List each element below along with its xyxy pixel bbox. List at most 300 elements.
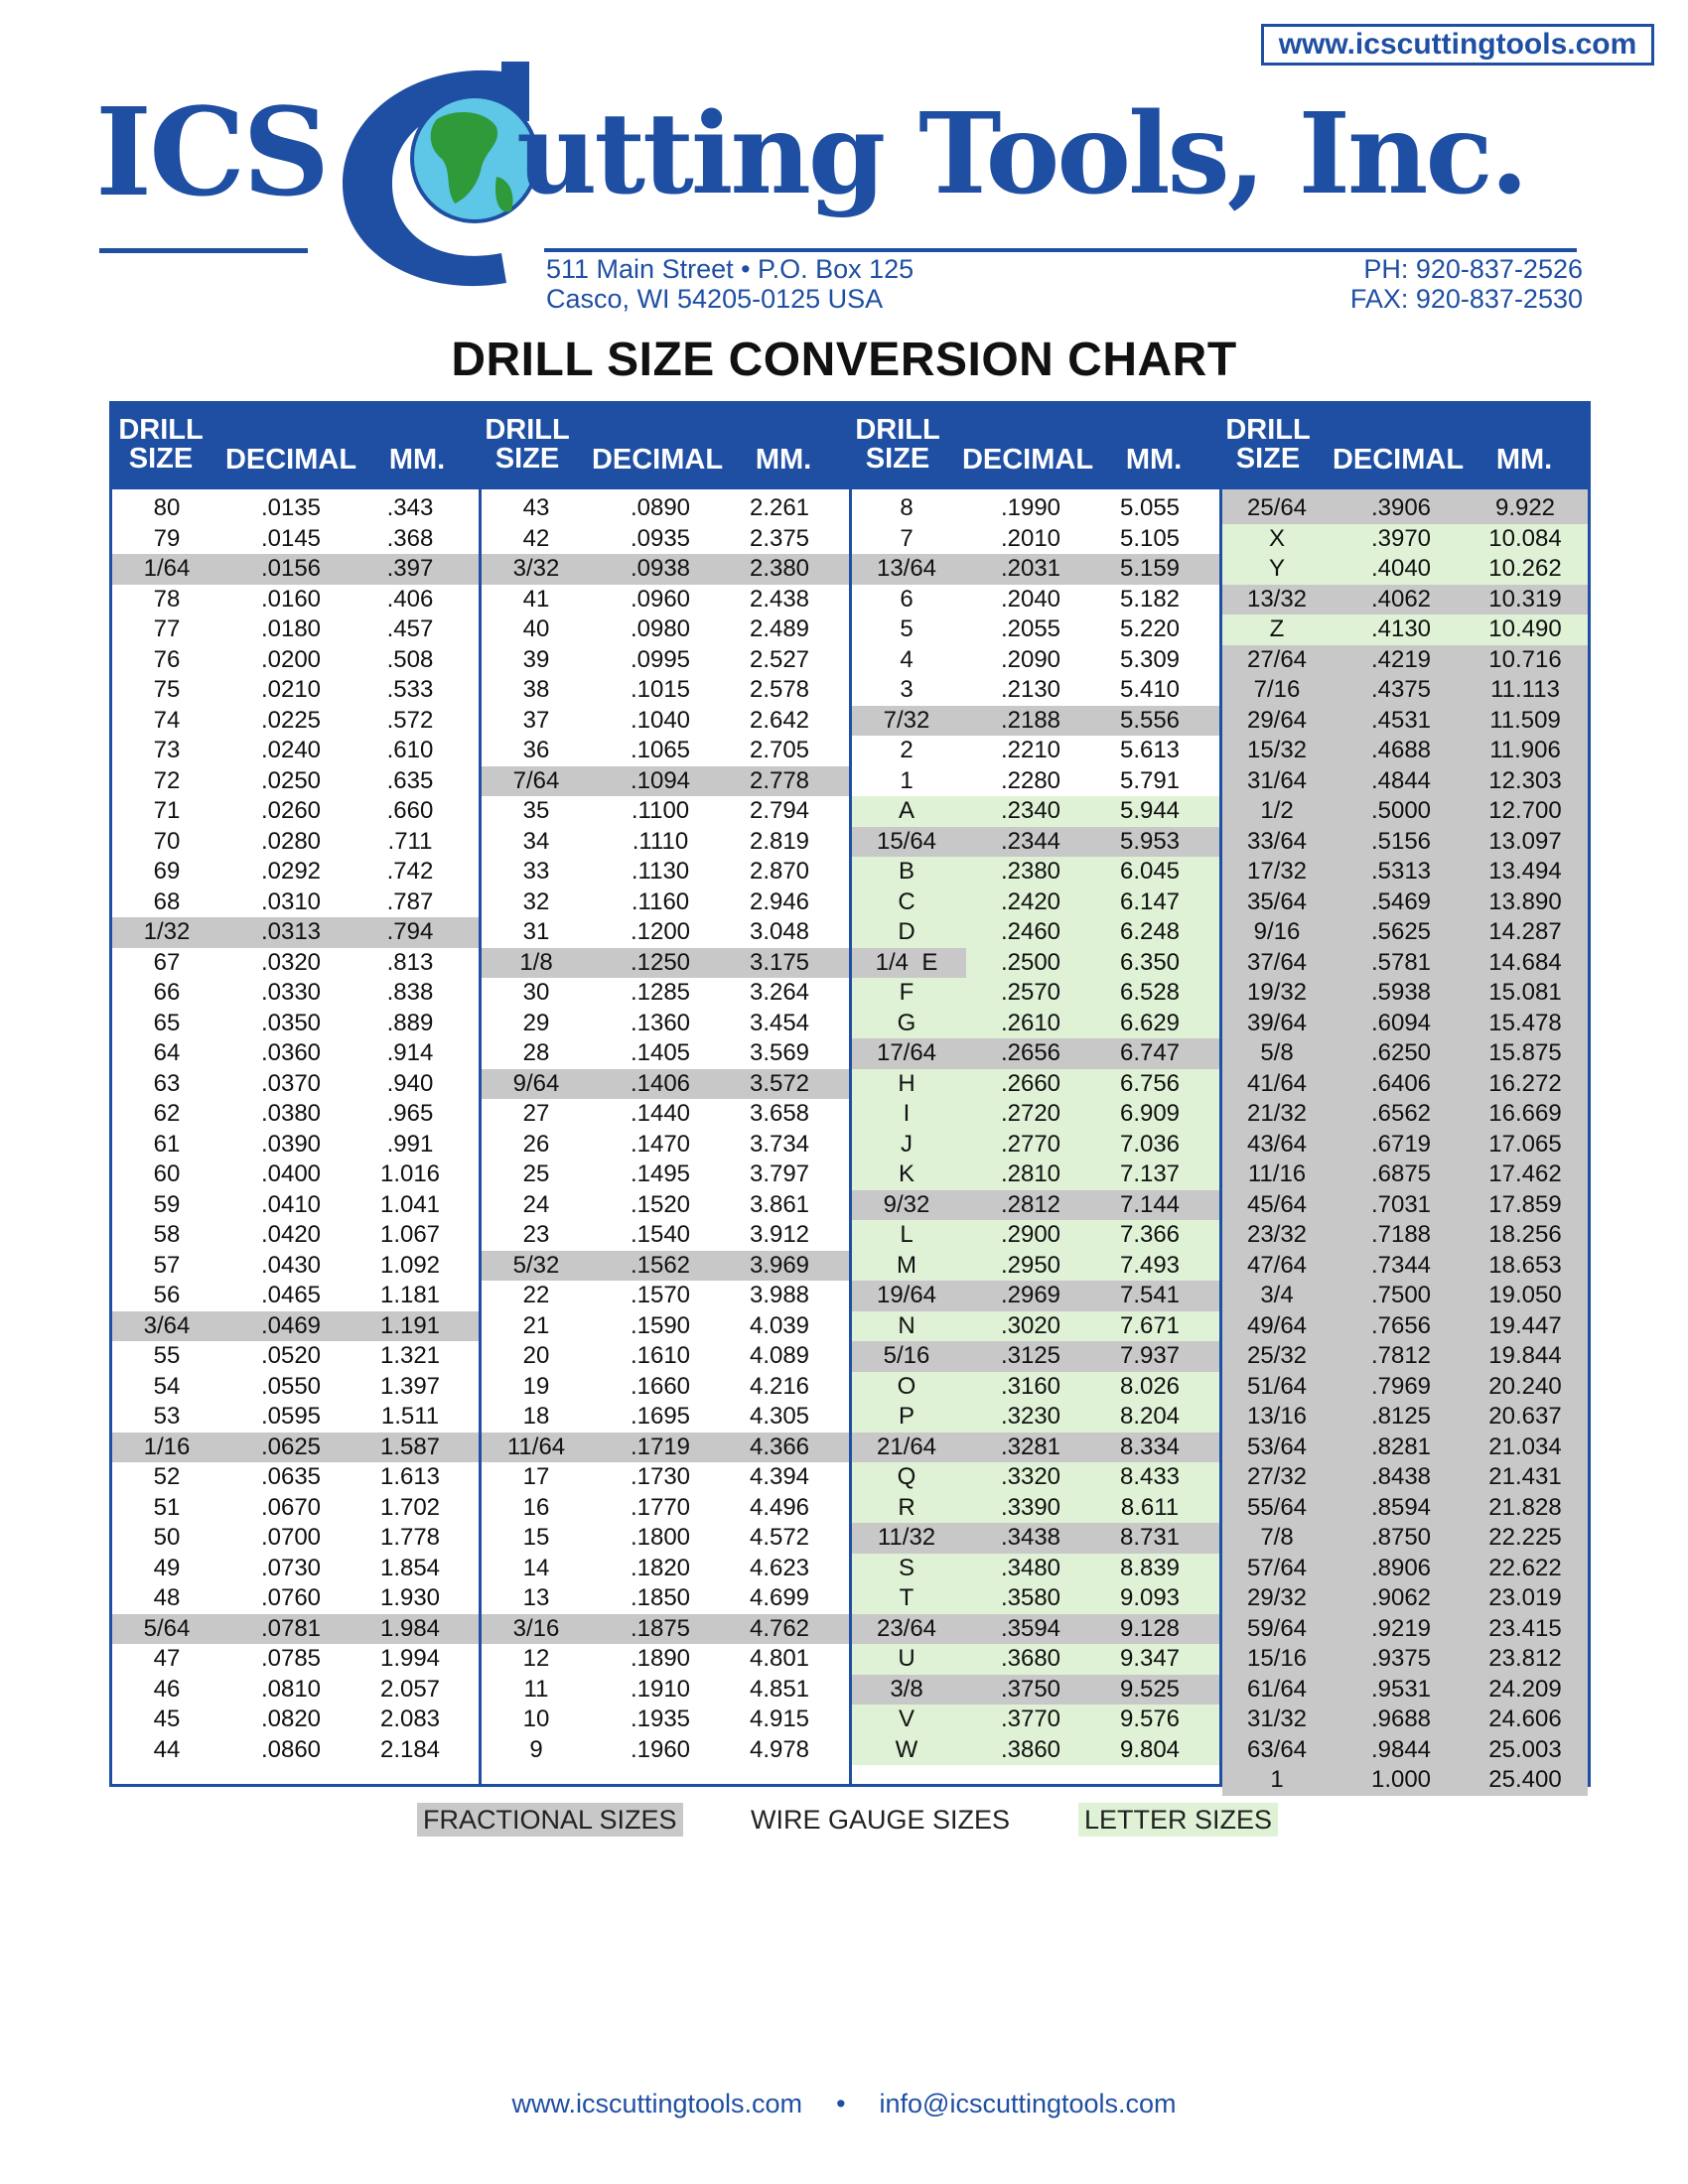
cell-mm: .940 bbox=[386, 1069, 434, 1097]
cell-drill-size: 24 bbox=[522, 1190, 550, 1218]
cell-decimal: .0410 bbox=[260, 1190, 322, 1218]
cell-drill-size: 9 bbox=[529, 1735, 543, 1763]
cell-drill-size: 43 bbox=[522, 494, 550, 521]
cell-mm: .787 bbox=[386, 887, 434, 915]
cell-drill-size: 45 bbox=[153, 1706, 181, 1732]
cell-decimal: .2950 bbox=[1000, 1251, 1061, 1279]
cell-decimal: .9844 bbox=[1370, 1735, 1432, 1763]
table-row bbox=[852, 524, 1219, 555]
website-link[interactable]: www.icscuttingtools.com bbox=[1261, 24, 1654, 66]
cell-mm: 6.147 bbox=[1119, 887, 1181, 915]
cell-drill-size: 67 bbox=[153, 948, 181, 976]
cell-drill-size: 1/2 bbox=[1260, 797, 1294, 824]
cell-mm: 2.778 bbox=[749, 766, 810, 794]
cell-decimal: .7188 bbox=[1370, 1221, 1432, 1248]
table-row bbox=[1222, 1402, 1588, 1433]
cell-drill-size: 1/64 bbox=[143, 555, 191, 582]
cell-drill-size: 21/32 bbox=[1246, 1100, 1308, 1127]
table-row bbox=[1222, 554, 1588, 585]
cell-mm: 6.045 bbox=[1119, 858, 1181, 885]
cell-drill-size: 21 bbox=[522, 1311, 550, 1339]
cell-decimal: .8750 bbox=[1370, 1524, 1432, 1551]
cell-drill-size: 63/64 bbox=[1246, 1735, 1308, 1763]
cell-mm: 5.309 bbox=[1119, 645, 1181, 673]
table-row bbox=[482, 796, 849, 827]
table-row bbox=[112, 1644, 479, 1675]
table-row bbox=[482, 1281, 849, 1311]
table-row bbox=[482, 1311, 849, 1342]
table-row bbox=[852, 1433, 1219, 1463]
table-row bbox=[482, 1009, 849, 1039]
cell-mm: 24.606 bbox=[1488, 1706, 1562, 1732]
cell-drill-size: W bbox=[895, 1735, 918, 1763]
cell-mm: .794 bbox=[386, 918, 434, 945]
table-header bbox=[112, 404, 1588, 489]
header-drill-label: DRILL bbox=[118, 414, 204, 446]
cell-mm: .368 bbox=[386, 524, 434, 552]
cell-decimal: .4531 bbox=[1370, 706, 1432, 734]
table-column bbox=[849, 489, 1219, 1784]
cell-drill-size: 75 bbox=[153, 676, 181, 703]
cell-drill-size: 18 bbox=[522, 1403, 550, 1430]
cell-drill-size: P bbox=[898, 1403, 914, 1430]
header-drill-size bbox=[116, 416, 206, 474]
cell-mm: 5.953 bbox=[1119, 827, 1181, 855]
cell-mm: 7.937 bbox=[1119, 1342, 1181, 1369]
cell-mm: 9.922 bbox=[1494, 494, 1556, 521]
cell-decimal: .6406 bbox=[1370, 1069, 1432, 1097]
cell-drill-size: 50 bbox=[153, 1524, 181, 1551]
cell-mm: 12.303 bbox=[1488, 766, 1562, 794]
cell-drill-size: 53 bbox=[153, 1403, 181, 1430]
cell-decimal: .1820 bbox=[630, 1554, 691, 1581]
table-row bbox=[1222, 1190, 1588, 1221]
cell-decimal: .9219 bbox=[1370, 1614, 1432, 1642]
cell-decimal: .0820 bbox=[260, 1706, 322, 1732]
table-row bbox=[482, 554, 849, 585]
cell-drill-size: 55 bbox=[153, 1342, 181, 1369]
cell-decimal: .1200 bbox=[630, 918, 691, 945]
cell-mm: 11.906 bbox=[1489, 737, 1561, 763]
cell-mm: 4.699 bbox=[749, 1584, 810, 1611]
cell-mm: 6.350 bbox=[1119, 948, 1181, 976]
cell-decimal: .1440 bbox=[630, 1100, 691, 1127]
cell-decimal: .2188 bbox=[1000, 706, 1061, 734]
cell-drill-size: 1/32 bbox=[143, 918, 191, 945]
cell-decimal: .0350 bbox=[260, 1009, 322, 1036]
cell-mm: 3.988 bbox=[749, 1282, 810, 1308]
cell-decimal: .8438 bbox=[1370, 1463, 1432, 1490]
cell-decimal: .2040 bbox=[1000, 585, 1061, 613]
cell-drill-size: R bbox=[898, 1493, 915, 1521]
cell-mm: .572 bbox=[386, 706, 434, 734]
cell-decimal: .0180 bbox=[260, 615, 322, 642]
cell-mm: 25.400 bbox=[1488, 1766, 1562, 1793]
cell-drill-size: 23/32 bbox=[1246, 1221, 1308, 1248]
cell-mm: 2.870 bbox=[749, 858, 810, 885]
cell-decimal: .3438 bbox=[1000, 1524, 1061, 1551]
cell-drill-size: 39/64 bbox=[1246, 1009, 1308, 1036]
cell-drill-size: 25 bbox=[522, 1160, 550, 1187]
table-row bbox=[852, 1190, 1219, 1221]
header-decimal: DECIMAL bbox=[591, 444, 724, 476]
cell-drill-size: 39 bbox=[522, 645, 550, 673]
table-row bbox=[852, 857, 1219, 887]
cell-mm: 21.828 bbox=[1488, 1493, 1562, 1521]
cell-drill-size: B bbox=[898, 858, 914, 885]
cell-drill-size: 17/32 bbox=[1246, 858, 1308, 885]
table-row bbox=[852, 1583, 1219, 1614]
cell-drill-size: 5/32 bbox=[512, 1251, 560, 1279]
header-drill-size bbox=[853, 416, 942, 474]
table-row bbox=[482, 1554, 849, 1584]
fax-number: FAX: 920-837-2530 bbox=[1349, 284, 1583, 314]
cell-decimal: .2660 bbox=[1000, 1069, 1061, 1097]
cell-mm: 20.240 bbox=[1488, 1372, 1562, 1400]
cell-decimal: .0625 bbox=[260, 1433, 322, 1460]
cell-drill-size: T bbox=[899, 1584, 914, 1611]
cell-mm: 1.067 bbox=[379, 1221, 441, 1248]
cell-drill-size: 11/16 bbox=[1247, 1160, 1307, 1187]
cell-mm: 4.801 bbox=[749, 1645, 810, 1672]
cell-decimal: .2130 bbox=[1000, 676, 1061, 703]
cell-mm: 7.137 bbox=[1119, 1160, 1181, 1187]
header-drill-label: DRILL bbox=[855, 414, 940, 446]
table-row bbox=[852, 1372, 1219, 1403]
table-row bbox=[482, 1493, 849, 1524]
cell-decimal: .1100 bbox=[631, 797, 690, 824]
cell-decimal: .0860 bbox=[260, 1735, 322, 1763]
cell-decimal: .5156 bbox=[1370, 827, 1432, 855]
cell-decimal: .9531 bbox=[1370, 1675, 1432, 1703]
table-row bbox=[852, 917, 1219, 948]
cell-mm: 1.041 bbox=[379, 1190, 441, 1218]
cell-decimal: .0635 bbox=[260, 1463, 322, 1490]
cell-drill-size: Y bbox=[1268, 555, 1285, 582]
table-row bbox=[112, 1009, 479, 1039]
cell-drill-size: U bbox=[898, 1645, 915, 1672]
cell-mm: 9.804 bbox=[1119, 1735, 1181, 1763]
cell-decimal: .2969 bbox=[1000, 1282, 1061, 1308]
table-row bbox=[852, 706, 1219, 737]
cell-mm: 4.851 bbox=[749, 1675, 810, 1703]
cell-decimal: .1935 bbox=[630, 1706, 691, 1732]
cell-decimal: .2010 bbox=[1000, 524, 1061, 552]
cell-drill-size: 3/32 bbox=[512, 555, 560, 582]
cell-drill-size: C bbox=[898, 887, 915, 915]
cell-mm: 1.321 bbox=[379, 1342, 441, 1369]
cell-mm: 15.478 bbox=[1488, 1009, 1562, 1036]
table-row bbox=[852, 887, 1219, 918]
cell-decimal: .1960 bbox=[630, 1735, 691, 1763]
cell-drill-size: 49 bbox=[153, 1554, 181, 1581]
table-row bbox=[852, 1069, 1219, 1100]
table-row bbox=[112, 524, 479, 555]
cell-mm: 17.065 bbox=[1488, 1130, 1562, 1158]
cell-drill-size: 57 bbox=[153, 1251, 181, 1279]
table-row bbox=[482, 493, 849, 524]
cell-decimal: .1890 bbox=[630, 1645, 691, 1672]
cell-decimal: .0210 bbox=[260, 676, 322, 703]
table-row bbox=[482, 1099, 849, 1130]
table-row bbox=[482, 1614, 849, 1645]
cell-mm: 7.541 bbox=[1119, 1282, 1181, 1308]
table-row bbox=[1222, 857, 1588, 887]
cell-decimal: .1250 bbox=[630, 948, 691, 976]
cell-drill-size: 13 bbox=[522, 1584, 550, 1611]
cell-decimal: .8125 bbox=[1370, 1403, 1432, 1430]
cell-mm: 8.839 bbox=[1119, 1554, 1181, 1581]
cell-drill-size: G bbox=[897, 1009, 916, 1036]
cell-mm: 8.026 bbox=[1119, 1372, 1181, 1400]
cell-drill-size: 77 bbox=[153, 615, 181, 642]
cell-decimal: .0156 bbox=[260, 555, 322, 582]
cell-mm: 5.613 bbox=[1119, 737, 1181, 763]
table-row bbox=[112, 1735, 479, 1766]
cell-drill-size: 3/8 bbox=[890, 1675, 923, 1703]
cell-mm: 23.812 bbox=[1488, 1645, 1562, 1672]
cell-decimal: .3580 bbox=[1000, 1584, 1061, 1611]
cell-drill-size: 40 bbox=[522, 615, 550, 642]
cell-decimal: .0520 bbox=[260, 1342, 322, 1369]
cell-decimal: .0465 bbox=[260, 1282, 322, 1308]
cell-decimal: .3680 bbox=[1000, 1645, 1061, 1672]
cell-mm: 2.380 bbox=[749, 555, 810, 582]
table-row bbox=[852, 493, 1219, 524]
table-row bbox=[1222, 1160, 1588, 1190]
table-row bbox=[482, 706, 849, 737]
cell-decimal: .5000 bbox=[1370, 797, 1432, 824]
cell-mm: 1.191 bbox=[379, 1311, 441, 1339]
cell-decimal: .1719 bbox=[630, 1433, 691, 1460]
cell-mm: .343 bbox=[386, 494, 434, 521]
table-row bbox=[482, 1190, 849, 1221]
table-row bbox=[1222, 1493, 1588, 1524]
cell-decimal: .1875 bbox=[630, 1614, 691, 1642]
drill-size-table bbox=[109, 401, 1591, 1793]
header-size-label: SIZE bbox=[494, 443, 560, 475]
cell-mm: 24.209 bbox=[1488, 1675, 1562, 1703]
table-row bbox=[1222, 827, 1588, 858]
table-row bbox=[482, 978, 849, 1009]
cell-mm: 21.034 bbox=[1488, 1433, 1562, 1460]
footer bbox=[0, 2089, 1688, 2119]
cell-decimal: .1160 bbox=[631, 887, 690, 915]
cell-drill-size: 10 bbox=[522, 1706, 550, 1732]
cell-mm: .533 bbox=[386, 676, 434, 703]
table-row bbox=[112, 645, 479, 676]
cell-mm: 3.861 bbox=[749, 1190, 810, 1218]
cell-decimal: .0938 bbox=[630, 555, 691, 582]
cell-drill-size: 29/64 bbox=[1246, 706, 1308, 734]
table-row bbox=[482, 1462, 849, 1493]
cell-mm: .889 bbox=[386, 1009, 434, 1036]
address-line-2: Casco, WI 54205-0125 USA bbox=[546, 284, 884, 314]
cell-mm: 7.366 bbox=[1119, 1221, 1181, 1248]
table-row bbox=[1222, 1220, 1588, 1251]
cell-mm: 19.447 bbox=[1488, 1311, 1562, 1339]
cell-decimal: .0310 bbox=[260, 887, 322, 915]
footer-website-link[interactable]: www.icscuttingtools.com bbox=[511, 2089, 803, 2118]
cell-decimal: .2720 bbox=[1000, 1100, 1061, 1127]
cell-mm: 9.128 bbox=[1119, 1614, 1181, 1642]
cell-drill-size: 41/64 bbox=[1246, 1069, 1308, 1097]
table-row bbox=[1222, 766, 1588, 797]
table-row bbox=[112, 1130, 479, 1160]
cell-decimal: .2570 bbox=[1000, 979, 1061, 1006]
cell-drill-size: 35/64 bbox=[1246, 887, 1308, 915]
cell-mm: 4.623 bbox=[749, 1554, 810, 1581]
header-mm: MM. bbox=[388, 444, 446, 476]
cell-mm: 11.113 bbox=[1490, 676, 1560, 703]
cell-drill-size: 52 bbox=[153, 1463, 181, 1490]
table-row bbox=[112, 1614, 479, 1645]
cell-drill-size: 21/64 bbox=[876, 1433, 937, 1460]
cell-mm: 10.319 bbox=[1488, 585, 1562, 613]
cell-mm: 1.930 bbox=[379, 1584, 441, 1611]
cell-drill-size: S bbox=[898, 1554, 914, 1581]
cell-decimal: .0292 bbox=[260, 858, 322, 885]
cell-drill-size: 4 bbox=[900, 645, 914, 673]
cell-decimal: .3281 bbox=[1000, 1433, 1061, 1460]
cell-drill-size: 27/32 bbox=[1246, 1463, 1308, 1490]
cell-drill-size: 36 bbox=[522, 737, 550, 763]
cell-decimal: .0240 bbox=[260, 737, 322, 763]
header-mm: MM. bbox=[1125, 444, 1183, 476]
cell-drill-size: 69 bbox=[153, 858, 181, 885]
cell-mm: 1.613 bbox=[379, 1463, 441, 1490]
cell-decimal: .0200 bbox=[260, 645, 322, 673]
cell-drill-size: N bbox=[898, 1311, 915, 1339]
cell-drill-size: 79 bbox=[153, 524, 181, 552]
cell-decimal: .1015 bbox=[630, 676, 691, 703]
cell-decimal: .1130 bbox=[631, 858, 690, 885]
cell-drill-size: 29/32 bbox=[1246, 1584, 1308, 1611]
header-mm: MM. bbox=[1495, 444, 1553, 476]
cell-decimal: .0550 bbox=[260, 1372, 322, 1400]
cell-drill-size: 13/16 bbox=[1246, 1403, 1308, 1430]
cell-mm: 2.946 bbox=[749, 887, 810, 915]
cell-decimal: .1730 bbox=[630, 1463, 691, 1490]
table-row bbox=[112, 1160, 479, 1190]
table-row bbox=[112, 1462, 479, 1493]
table-row bbox=[852, 1220, 1219, 1251]
cell-drill-size: 43/64 bbox=[1246, 1130, 1308, 1158]
cell-mm: 13.097 bbox=[1488, 827, 1562, 855]
legend-fractional: FRACTIONAL SIZES bbox=[417, 1803, 683, 1837]
cell-mm: 1.854 bbox=[379, 1554, 441, 1581]
cell-drill-size: 7/64 bbox=[512, 766, 560, 794]
cell-mm: 3.572 bbox=[749, 1069, 810, 1097]
cell-decimal: .3906 bbox=[1370, 494, 1432, 521]
table-row bbox=[112, 1038, 479, 1069]
table-row bbox=[852, 1099, 1219, 1130]
table-row bbox=[1222, 1069, 1588, 1100]
table-row bbox=[112, 1372, 479, 1403]
cell-drill-size: 14 bbox=[522, 1554, 550, 1581]
table-row bbox=[482, 1069, 849, 1100]
table-row bbox=[112, 614, 479, 645]
cell-drill-size: 17/64 bbox=[876, 1039, 937, 1066]
cell-decimal: .0313 bbox=[260, 918, 322, 945]
table-row bbox=[852, 766, 1219, 797]
cell-decimal: .2344 bbox=[1000, 827, 1061, 855]
cell-decimal: .0370 bbox=[260, 1069, 322, 1097]
cell-mm: 19.050 bbox=[1488, 1282, 1562, 1308]
cell-decimal: .0135 bbox=[260, 494, 322, 521]
cell-drill-size: 59 bbox=[153, 1190, 181, 1218]
cell-drill-size: 19/64 bbox=[876, 1282, 937, 1308]
cell-mm: 15.081 bbox=[1488, 979, 1562, 1006]
cell-mm: .711 bbox=[387, 827, 433, 855]
cell-decimal: .4040 bbox=[1370, 555, 1432, 582]
cell-mm: 5.556 bbox=[1119, 706, 1181, 734]
cell-mm: .457 bbox=[386, 615, 434, 642]
cell-decimal: .0380 bbox=[260, 1100, 322, 1127]
cell-drill-size: 61/64 bbox=[1246, 1675, 1308, 1703]
cell-decimal: .0785 bbox=[260, 1645, 322, 1672]
logo-company-text: utting Tools, Inc. bbox=[516, 89, 1526, 219]
table-row bbox=[112, 827, 479, 858]
cell-decimal: .0700 bbox=[260, 1524, 322, 1551]
table-row bbox=[112, 1220, 479, 1251]
cell-mm: 9.576 bbox=[1119, 1706, 1181, 1732]
cell-mm: 5.105 bbox=[1119, 524, 1181, 552]
cell-drill-size: 37/64 bbox=[1246, 948, 1308, 976]
cell-mm: 15.875 bbox=[1488, 1039, 1562, 1066]
cell-drill-size: 58 bbox=[153, 1221, 181, 1248]
cell-mm: 1.587 bbox=[379, 1433, 441, 1460]
cell-drill-size: 5/64 bbox=[143, 1614, 191, 1642]
cell-mm: 17.859 bbox=[1488, 1190, 1562, 1218]
cell-drill-size: L bbox=[900, 1221, 914, 1248]
cell-drill-size: 11/64 bbox=[506, 1433, 566, 1460]
phone-number: PH: 920-837-2526 bbox=[1363, 254, 1583, 284]
table-row bbox=[482, 1523, 849, 1554]
cell-mm: 2.527 bbox=[749, 645, 810, 673]
table-row bbox=[112, 978, 479, 1009]
cell-drill-size: 3 bbox=[900, 676, 914, 703]
cell-decimal: .0330 bbox=[260, 979, 322, 1006]
cell-decimal: .1990 bbox=[1000, 494, 1061, 521]
cell-drill-size: 23 bbox=[522, 1221, 550, 1248]
cell-drill-size: 54 bbox=[153, 1372, 181, 1400]
cell-drill-size: 9/32 bbox=[883, 1190, 930, 1218]
cell-mm: 5.159 bbox=[1119, 555, 1181, 582]
cell-decimal: .1470 bbox=[630, 1130, 691, 1158]
cell-drill-size: 56 bbox=[153, 1282, 181, 1308]
cell-decimal: .1285 bbox=[630, 979, 691, 1006]
cell-drill-size: M bbox=[897, 1251, 916, 1279]
cell-decimal: .0980 bbox=[630, 615, 691, 642]
cell-drill-size: 63 bbox=[153, 1069, 181, 1097]
table-row bbox=[1222, 1583, 1588, 1614]
table-row bbox=[1222, 1765, 1588, 1796]
cell-drill-size: 19/32 bbox=[1246, 979, 1308, 1006]
header-drill-size bbox=[483, 416, 572, 474]
cell-mm: 2.642 bbox=[749, 706, 810, 734]
table-row bbox=[482, 1675, 849, 1706]
table-row bbox=[1222, 1462, 1588, 1493]
cell-drill-size: I bbox=[903, 1100, 911, 1127]
cell-decimal: 1.000 bbox=[1370, 1766, 1432, 1793]
cell-mm: 14.287 bbox=[1488, 918, 1562, 945]
cell-decimal: .0890 bbox=[630, 494, 691, 521]
cell-decimal: .9688 bbox=[1370, 1706, 1432, 1732]
table-row bbox=[482, 736, 849, 766]
cell-mm: 3.454 bbox=[749, 1009, 810, 1036]
footer-email-link[interactable]: info@icscuttingtools.com bbox=[879, 2089, 1177, 2118]
